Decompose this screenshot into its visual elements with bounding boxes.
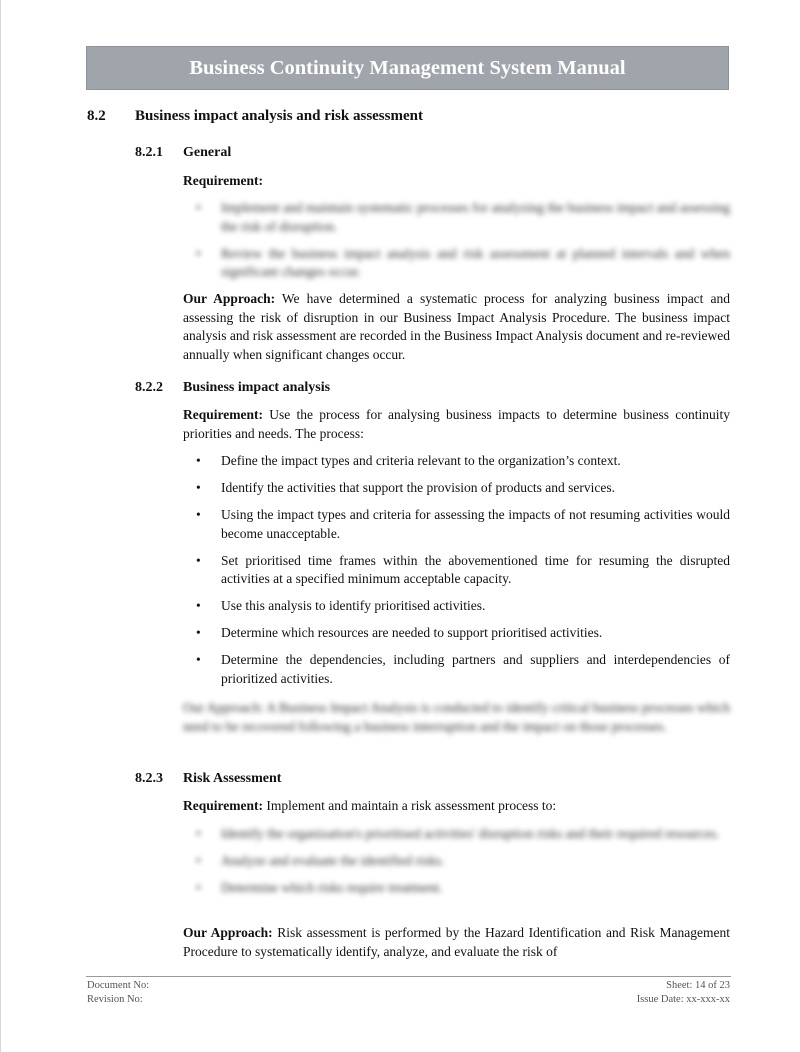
list-item: • Identify the activities that support the provision of products and services. bbox=[196, 480, 616, 495]
issue-date: Issue Date: xx-xxx-xx bbox=[636, 994, 730, 1005]
subsection-title: General bbox=[183, 145, 232, 160]
subsection-number: 8.2.3 bbox=[135, 771, 163, 786]
requirement-label: Requirement: bbox=[183, 173, 263, 188]
list-item: • Analyze and evaluate the identified risks. bbox=[196, 853, 445, 868]
approach-paragraph: Our Approach: Risk assessment is performed by the Hazard Identification and Risk Management Procedure to systematically identify, analyze, and evaluate the risk of bbox=[183, 925, 730, 959]
list-item: • Determine which resources are needed to support prioritised activities. bbox=[196, 625, 603, 640]
list-item: • Implement and maintain systematic processes for analyzing the business impact and assessing the risk of disruption. bbox=[196, 200, 730, 234]
page-edge bbox=[0, 0, 1, 1052]
document-title-banner bbox=[86, 46, 729, 90]
list-item: • Using the impact types and criteria for assessing the impacts of not resuming activities would become unacceptable. bbox=[196, 507, 730, 541]
list-item: • Determine the dependencies, including partners and suppliers and interdependencies of prioritized activities. bbox=[196, 652, 730, 686]
requirement-paragraph: Requirement: Use the process for analysing business impacts to determine business continuity priorities and needs. The process: bbox=[183, 407, 730, 441]
blurred-risk-list bbox=[183, 825, 730, 906]
subsection-number: 8.2.1 bbox=[135, 145, 163, 160]
requirement-paragraph: Requirement: Implement and maintain a risk assessment process to: bbox=[183, 798, 557, 813]
document-number: Document No: bbox=[87, 980, 150, 991]
document-title: Business Continuity Management System Manual bbox=[189, 56, 626, 79]
list-item: • Review the business impact analysis and risk assessment at planned intervals and when significant changes occur. bbox=[196, 245, 730, 279]
list-item: • Determine which risks require treatment. bbox=[196, 880, 443, 895]
section-number: 8.2 bbox=[87, 108, 106, 124]
subsection-heading-risk bbox=[135, 771, 281, 787]
approach-paragraph: Our Approach: We have determined a systematic process for analyzing business impact and assessing the risk of disruption in our Business Impact Analysis Procedure. The business impact analysis and risk assessment are recorded in the Business Impact Analysis document and re-reviewed annually when significant changes occur. bbox=[183, 291, 730, 362]
blurred-approach-paragraph: Our Approach: A Business Impact Analysis is conducted to identify critical business processes which need to be recovered following a business interruption and the impact on those processes. bbox=[183, 700, 730, 734]
subsection-title: Risk Assessment bbox=[183, 771, 282, 786]
footer-divider bbox=[86, 976, 731, 977]
section-heading bbox=[87, 108, 423, 125]
list-item: • Use this analysis to identify prioritised activities. bbox=[196, 598, 486, 613]
blurred-requirement-list bbox=[183, 199, 730, 290]
revision-number: Revision No: bbox=[87, 994, 143, 1005]
subsection-number: 8.2.2 bbox=[135, 380, 163, 395]
subsection-heading-bia bbox=[135, 380, 330, 396]
subsection-heading-general bbox=[135, 145, 231, 161]
list-item: • Set prioritised time frames within the abovementioned time for resuming the disrupted activities at a specified minimum acceptable capacity. bbox=[196, 552, 730, 586]
section-title: Business impact analysis and risk assessment bbox=[135, 108, 423, 124]
sheet-number: Sheet: 14 of 23 bbox=[666, 980, 730, 991]
bia-process-list bbox=[183, 452, 730, 697]
list-item: • Identify the organization's prioritised activities' disruption risks and their required resources. bbox=[196, 826, 720, 841]
list-item: • Define the impact types and criteria relevant to the organization’s context. bbox=[196, 453, 621, 468]
subsection-title: Business impact analysis bbox=[183, 380, 331, 395]
